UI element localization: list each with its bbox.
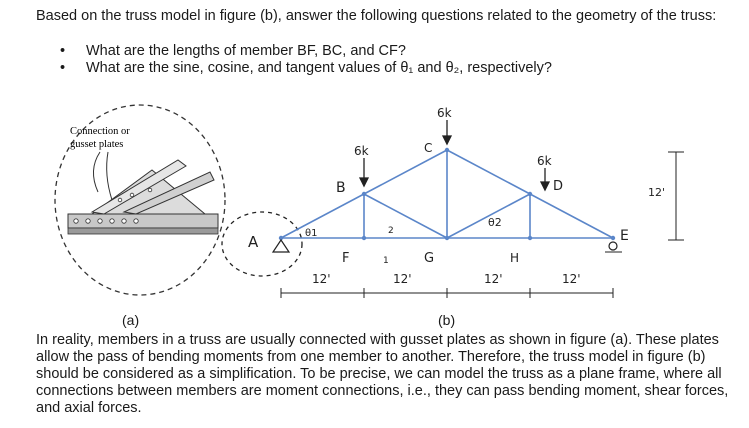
node-label-c: C [424,141,433,155]
load-label-b: 6k [354,144,369,158]
leader-line-1 [93,152,100,192]
leader-line-2 [107,152,112,200]
angle-label-theta2: θ2 [488,216,502,229]
span-label-3: 12' [484,272,503,286]
figure-b-truss [222,106,684,298]
height-label: 12' [648,186,666,199]
question-2: • What are the sine, cosine, and tangent values of θ₁ and θ₂, respectively? [60,60,552,77]
span-label-2: 12' [393,272,412,286]
node-label-b: B [336,180,346,196]
node-label-g: G [424,251,435,266]
figure-a-caption: (a) [122,312,140,328]
load-arrows [360,120,549,190]
explanation-paragraph: In reality, members in a truss are usually connected with gusset plates as shown in figure (a). These plates allow the pass of bending moments from one member to another. Therefore, the truss model in figure (b) should be considered as a simplification. To be precise, we can model the truss as a plane frame, where all connections between members are moment connections, i.e., they can pass bending moment, shear forces, and axial forces. [36,332,729,416]
truss-members [281,150,613,238]
angle-label-theta1: θ1 [305,228,318,239]
gusset-label-line2: gusset plates [70,139,124,150]
node-label-a: A [248,233,259,251]
dimension-lines [281,152,684,298]
roller-support-icon [609,242,617,250]
span-label-1: 12' [312,272,331,286]
load-label-c: 6k [437,106,452,120]
node-label-d: D [553,179,564,194]
load-label-d: 6k [537,154,552,168]
member-label-2: 2 [388,226,394,236]
span-label-4: 12' [562,272,581,286]
intro-text: Based on the truss model in figure (b), answer the following questions related to the geometry of the truss: [36,8,717,24]
gusset-label-line1: Connection or [70,126,130,137]
question-1: • What are the lengths of member BF, BC, and CF? [60,43,552,60]
member-label-1: 1 [383,256,389,266]
detail-circle-b [222,212,302,276]
bottom-chord-flange [68,228,218,234]
node-label-h: H [510,251,520,265]
node-label-f: F [342,251,350,266]
figure-b-caption: (b) [438,312,456,328]
node-label-e: E [620,228,629,244]
pin-support-icon [273,240,289,252]
figure-a-gusset-sketch [55,105,225,295]
